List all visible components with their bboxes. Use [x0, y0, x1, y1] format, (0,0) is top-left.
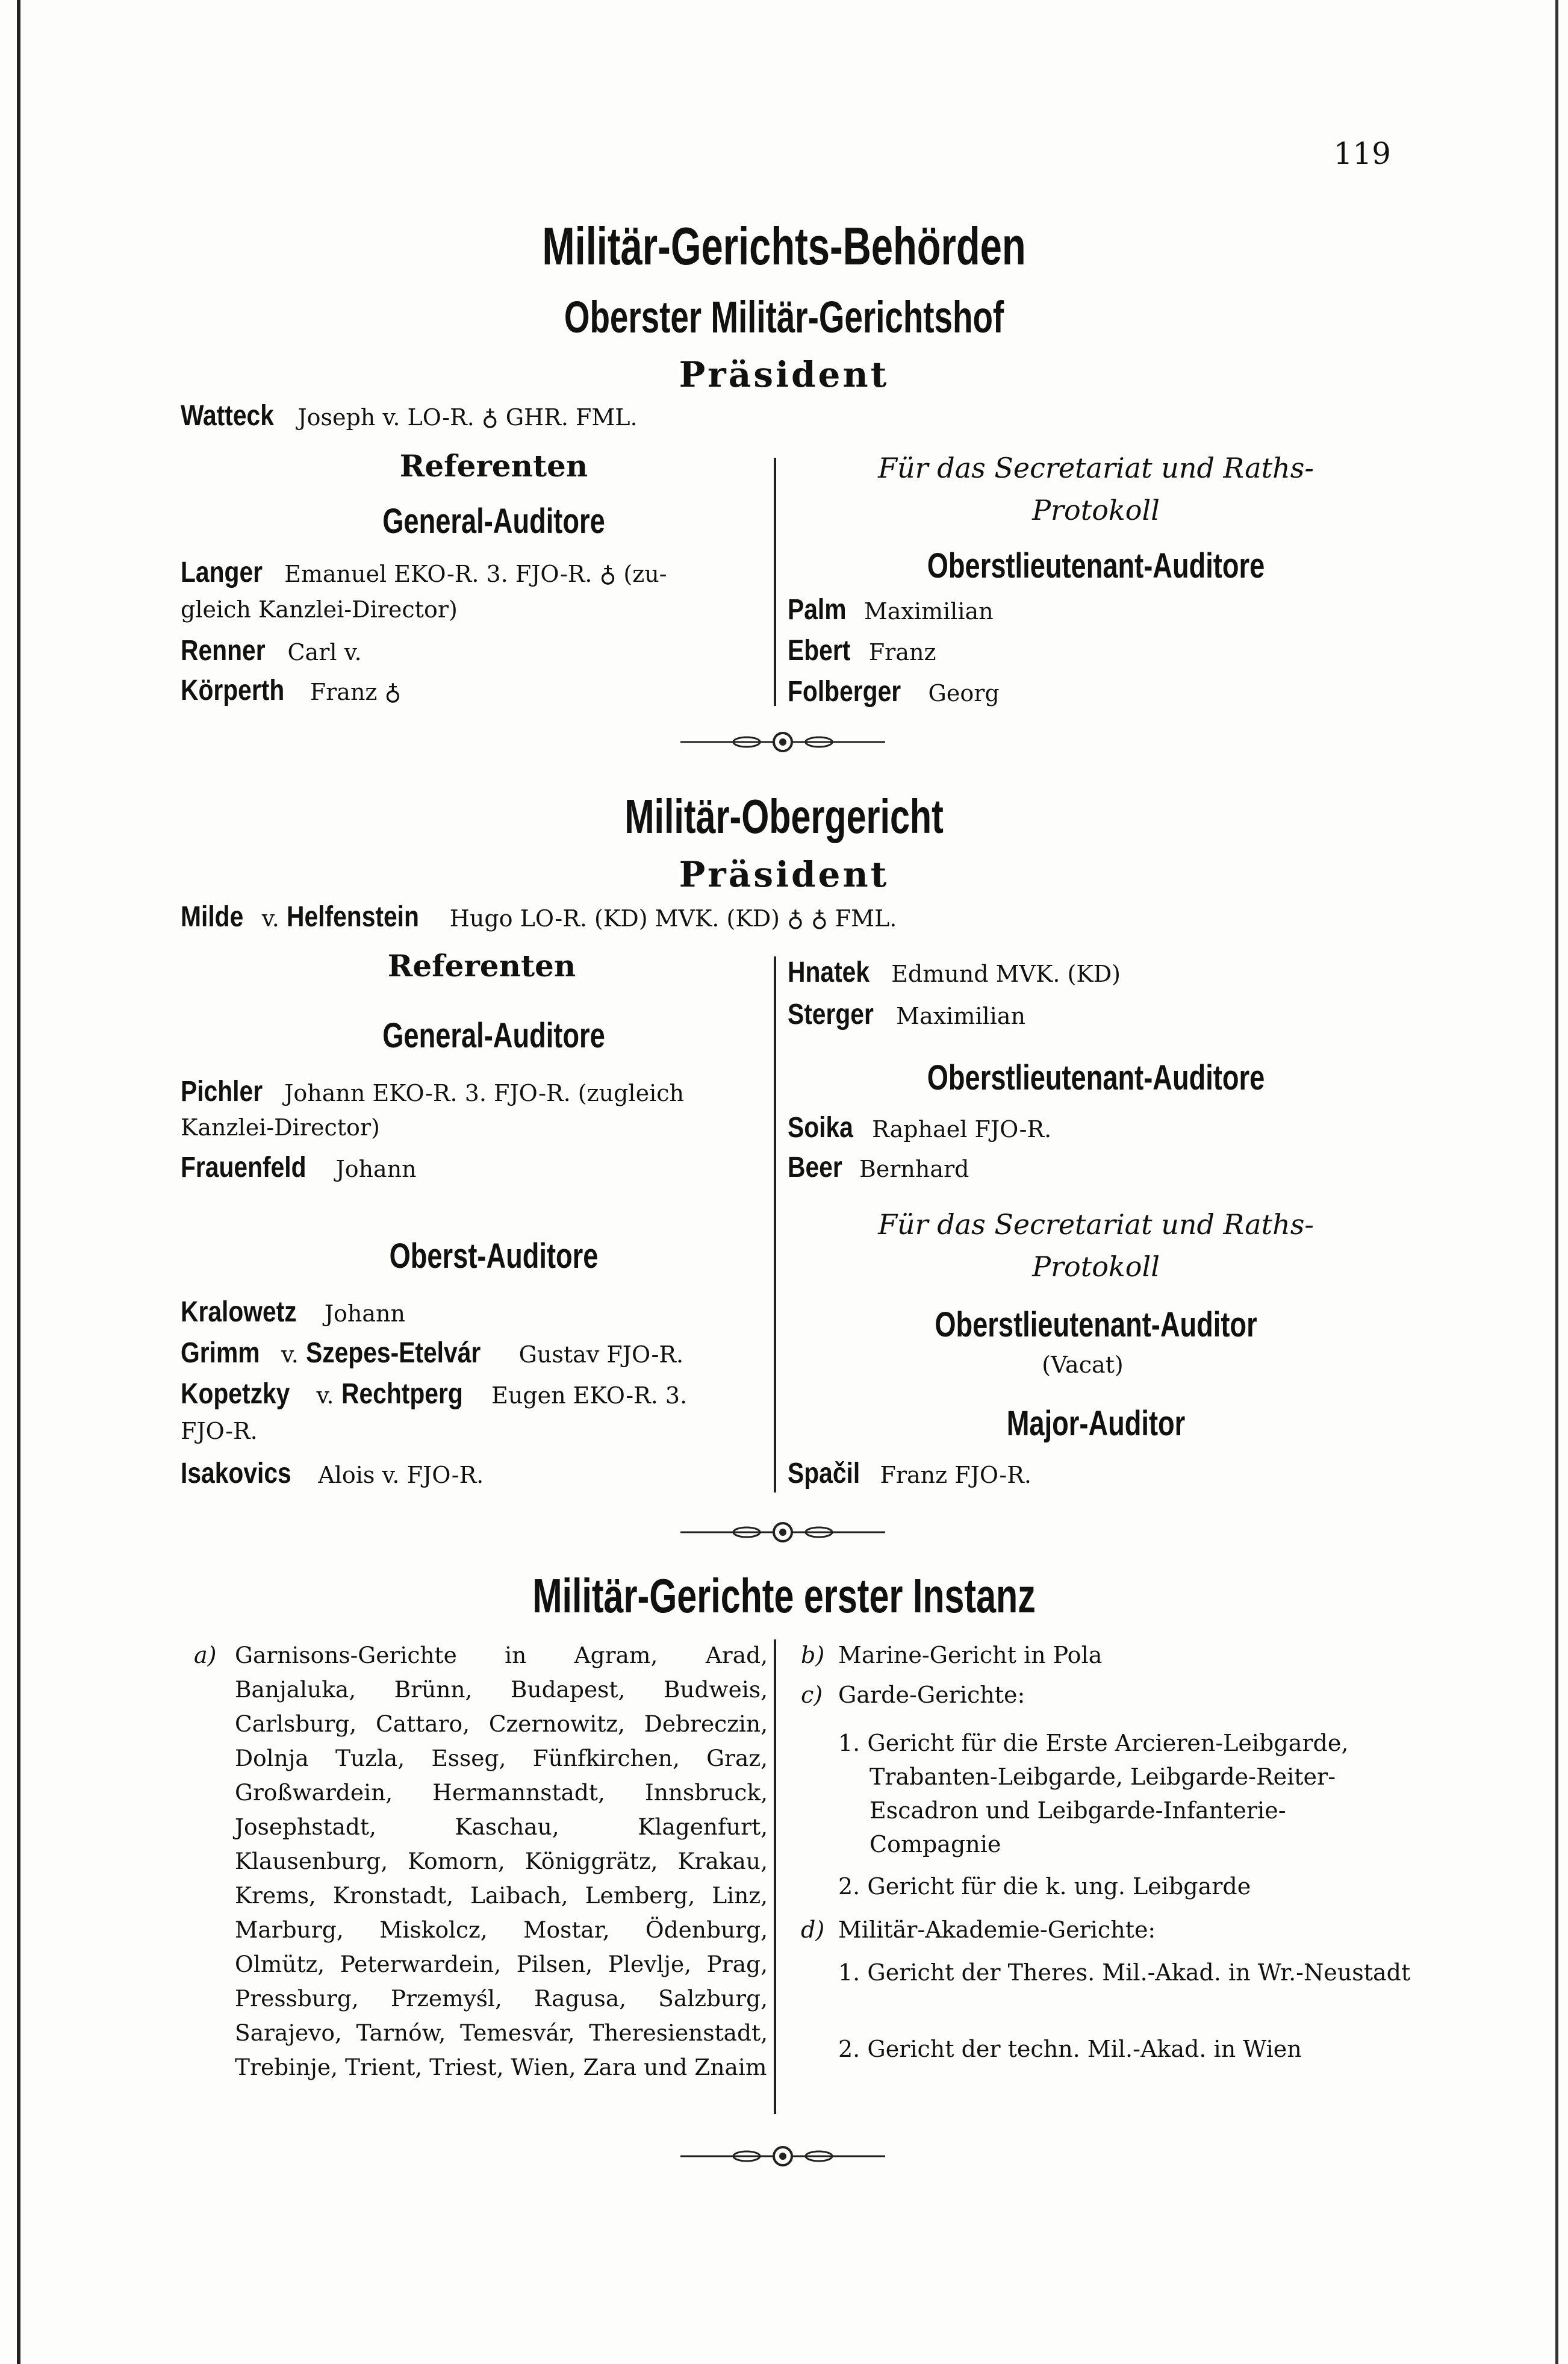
entry-row — [788, 997, 1025, 1032]
person-details: Alois v. FJO-R. — [318, 1462, 484, 1488]
entry-row — [181, 634, 362, 669]
person-name: Kralowetz — [181, 1296, 297, 1328]
praesident-label: Präsident — [679, 854, 889, 895]
entry-row — [181, 1336, 683, 1371]
marine-gericht-text: Marine-Gericht in Pola — [838, 1642, 1103, 1668]
president-entry — [181, 399, 638, 434]
oberstlieutenant-heading: Oberstlieutenant-Auditore — [927, 546, 1265, 585]
person-name: Soika — [788, 1112, 853, 1144]
list-label-b: b) — [801, 1642, 825, 1668]
entry-row — [181, 1114, 380, 1142]
person-details: Maximilian — [863, 598, 994, 625]
vacat-note: (Vacat) — [1042, 1352, 1124, 1378]
person-name: Renner — [181, 635, 266, 667]
ornament-divider-icon — [680, 2144, 885, 2168]
person-details: Johann EKO-R. 3. FJO-R. (zugleich — [284, 1080, 684, 1106]
person-name: Grimm — [181, 1337, 260, 1369]
garnisons-gerichte-text: Garnisons-Gerichte in Agram, Arad, Banjaluka, Brünn, Budapest, Budweis, Carlsburg, Cattaro, Czernowitz, Debreczin, Dolnja Tuzla, Esseg, Fünfkirchen, Graz, Großwardein, Hermannstadt, Innsbruck, Josephstadt, Kaschau, Klagenfurt, Klausenburg, Komorn, Königgrätz, Krakau, Krems, Kronstadt, Laibach, Lemberg, Linz, Marburg, Miskolcz, Mostar, Ödenburg, Olmütz, Peterwardein, Pilsen, Plevlje, Prag, Pressburg, Przemyśl, Ragusa, Salzburg, Sarajevo, Tarnów, Temesvár, Theresienstadt, Trebinje, Trient, Triest, Wien, Zara und Znaim — [235, 1642, 768, 2080]
garde-gericht-2: 2. Gericht für die k. ung. Leibgarde — [838, 1873, 1251, 1900]
garde-gerichte-text: Garde-Gerichte: — [838, 1682, 1025, 1708]
person-details: Bernhard — [859, 1156, 969, 1182]
secretariat-label: Für das Secretariat und Raths-Protokoll — [878, 1208, 1314, 1283]
person-name: Langer — [181, 557, 263, 588]
entry-row — [181, 1456, 484, 1491]
person-details: Franz ♁ — [310, 679, 402, 705]
person-details: Maximilian — [896, 1003, 1025, 1029]
entry-row — [181, 1295, 405, 1330]
secretariat-label: Für das Secretariat und Raths-Protokoll — [878, 452, 1314, 526]
person-details: Franz FJO-R. — [880, 1462, 1031, 1488]
entry-row — [181, 596, 458, 624]
nobility-particle: v. — [316, 1382, 334, 1409]
entry-row — [181, 1150, 417, 1185]
general-auditore-heading: General-Auditore — [382, 1016, 605, 1055]
person-details: Franz — [868, 639, 936, 666]
person-name: Rechtperg — [341, 1378, 463, 1410]
entry-row — [181, 673, 401, 708]
ornament-divider-icon — [680, 1520, 885, 1544]
entry-row — [181, 1418, 258, 1446]
person-name: Beer — [788, 1152, 842, 1184]
person-name: Kopetzky — [181, 1378, 290, 1410]
ornament-divider-icon — [680, 730, 885, 754]
section-heading-obergericht: Militär-Obergericht — [624, 790, 944, 843]
general-auditore-heading: General-Auditore — [382, 502, 605, 541]
page-title: Militär-Gerichts-Behörden — [542, 216, 1026, 276]
person-details: Eugen EKO-R. 3. — [491, 1382, 688, 1409]
oberstlieutenant-auditor-heading: Oberstlieutenant-Auditor — [935, 1305, 1257, 1344]
president-entry — [181, 900, 897, 935]
entry-row — [788, 1150, 969, 1185]
nobility-particle: v. — [261, 905, 279, 932]
person-name: Szepes-Etelvár — [305, 1337, 481, 1369]
section-heading-obergerichtshof: Oberster Militär-Gerichtshof — [564, 292, 1004, 342]
person-name: Spačil — [788, 1458, 860, 1489]
akademie-gericht-1: 1. Gericht der Theres. Mil.-Akad. in Wr.-Neustadt — [838, 1959, 1411, 1986]
page-number: 119 — [1333, 136, 1391, 171]
person-details: Joseph v. LO-R. ♁ GHR. FML. — [297, 404, 638, 431]
person-name: Ebert — [788, 635, 851, 667]
entry-row — [788, 634, 936, 669]
major-auditor-heading: Major-Auditor — [1006, 1404, 1186, 1443]
column-divider — [774, 1639, 776, 2114]
person-details: Hugo LO-R. (KD) MVK. (KD) ♁ ♁ FML. — [449, 905, 897, 932]
entry-row — [181, 1074, 684, 1109]
person-details: Raphael FJO-R. — [872, 1116, 1052, 1143]
akademie-gericht-2: 2. Gericht der techn. Mil.-Akad. in Wien — [838, 2036, 1302, 2062]
entry-row — [788, 1456, 1031, 1491]
person-name: Isakovics — [181, 1458, 291, 1489]
person-name: Frauenfeld — [181, 1152, 306, 1184]
garde-gericht-1: 1. Gericht für die Erste Arcieren-Leibgarde, Trabanten-Leibgarde, Leibgarde-Reiter-Escadron und Leibgarde-Infanterie-Compagnie — [838, 1730, 1349, 1857]
person-details: Emanuel EKO-R. 3. FJO-R. ♁ (zu- — [284, 561, 667, 587]
column-divider — [774, 458, 776, 706]
akademie-gerichte-text: Militär-Akademie-Gerichte: — [838, 1916, 1156, 1943]
entry-row — [788, 675, 1000, 710]
person-name: Körperth — [181, 675, 285, 706]
list-label-c: c) — [801, 1682, 823, 1708]
person-details: Edmund MVK. (KD) — [891, 961, 1121, 987]
entry-row — [788, 955, 1121, 990]
person-details: Johann — [335, 1156, 417, 1182]
person-details: gleich Kanzlei-Director) — [181, 596, 458, 623]
person-name: Watteck — [181, 400, 274, 432]
list-label-d: d) — [801, 1916, 825, 1943]
person-name: Palm — [788, 594, 847, 626]
entry-row — [788, 1111, 1051, 1146]
referenten-label: Referenten — [399, 448, 588, 484]
person-details: Kanzlei-Director) — [181, 1114, 380, 1141]
oberst-auditore-heading: Oberst-Auditore — [389, 1237, 599, 1276]
column-divider — [774, 956, 776, 1492]
person-details: Johann — [324, 1300, 405, 1327]
section-heading-erster-instanz: Militär-Gerichte erster Instanz — [532, 1569, 1036, 1623]
person-details: Georg — [928, 680, 1000, 706]
oberstlieutenant-heading: Oberstlieutenant-Auditore — [927, 1058, 1265, 1097]
referenten-label: Referenten — [387, 948, 576, 984]
nobility-particle: v. — [281, 1341, 299, 1368]
entry-row — [788, 593, 994, 628]
person-details: Carl v. — [287, 639, 362, 666]
entry-row — [181, 555, 667, 590]
person-details: Gustav FJO-R. — [518, 1341, 684, 1368]
praesident-label: Präsident — [679, 354, 889, 395]
list-label-a: a) — [194, 1642, 217, 1668]
person-name: Pichler — [181, 1076, 263, 1108]
person-name: Milde — [181, 901, 244, 933]
person-name: Hnatek — [788, 956, 870, 988]
person-name: Sterger — [788, 999, 874, 1031]
person-name: Helfenstein — [286, 901, 419, 933]
person-name: Folberger — [788, 676, 901, 708]
entry-row — [181, 1377, 687, 1412]
person-details: FJO-R. — [181, 1418, 258, 1444]
